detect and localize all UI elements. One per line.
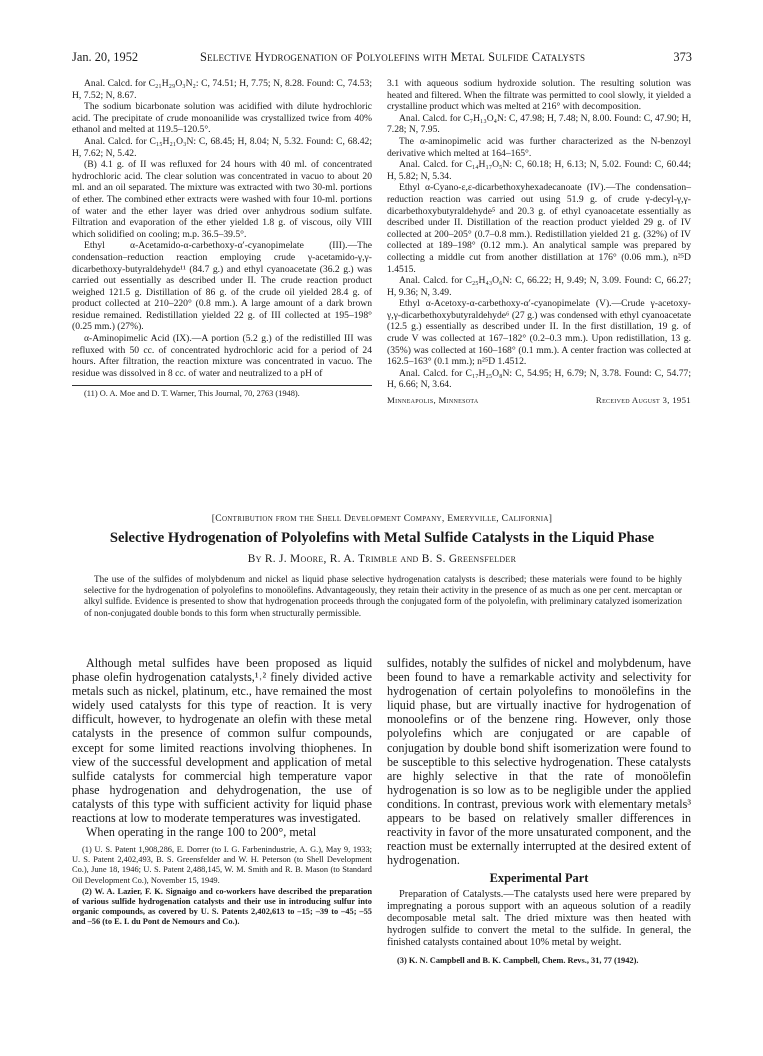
article-authors: By R. J. Moore, R. A. Trimble and B. S. Greensfelder [247, 553, 517, 565]
paragraph: The sodium bicarbonate solution was acidified with dilute hydrochloric acid. The precipitate of crude monoanilide was crystallized twice from 40% ethanol and melted at 119.5–120.5°. [72, 101, 372, 136]
paragraph: Preparation of Catalysts.—The catalysts used here were prepared by impregnating a porous support with an aqueous solution of a readily decomposable metal salt. The dried mixture was then heated with hydrogen sulfide to convert the metal to the sulfide. In general, the finished catalysts contained about 10% metal by weight. [387, 888, 691, 949]
contribution-line: [Contribution from the Shell Development Company, Emeryville, California] [211, 513, 553, 524]
paragraph: Ethyl α-Acetoxy-α-carbethoxy-α′-cyanopimelate (V).—Crude γ-acetoxy-γ,γ-dicarbethoxybutyraldehyde⁶ (27 g.) was condensed with ethyl cyanoacetate (12.5 g.) essentially as described under II. In the first distillation, 19 g. of crude V was collected at 167–182° (0.2–0.3 mm.). Upon redistillation, 13 g. (35%) was collected at 160–168° (0.1 mm.). A center fraction was collected at 162.5–163° (0.1 mm.); n²⁵D 1.4512. [387, 298, 691, 368]
paragraph: Anal. Calcd. for C₁₅H₂₁O₃N: C, 68.45; H, 8.04; N, 5.32. Found: C, 68.42; H, 7.62; N, 5.42. [72, 135, 372, 159]
prev-article-right-column [387, 78, 691, 407]
page-number: 373 [673, 50, 692, 64]
section-heading: Experimental Part [489, 871, 589, 886]
received-date: Received August 3, 1951 [595, 395, 691, 406]
footnote: (3) K. N. Campbell and B. K. Campbell, Chem. Revs., 31, 77 (1942). [397, 955, 639, 965]
signature-row [387, 395, 691, 407]
footnote: (11) O. A. Moe and D. T. Warner, This Journal, 70, 2763 (1948). [84, 389, 300, 399]
article-title: Selective Hydrogenation of Polyolefins with Metal Sulfide Catalysts in the Liquid Phase [109, 530, 655, 546]
running-head-title: Selective Hydrogenation of Polyolefins with Metal Sulfide Catalysts [200, 50, 586, 64]
footnotes [72, 845, 372, 927]
paragraph: Anal. Calcd. for C₁₄H₁₇O₅N: C, 60.18; H, 6.13; N, 5.02. Found: C, 60.44; H, 5.82; N, 5.34. [387, 159, 691, 182]
paragraph: Anal. Calcd. for C₇H₁₃O₄N: C, 47.98; H, 7.48; N, 8.00. Found: C, 47.90; H, 7.28; N, 7.95. [387, 112, 691, 136]
issue-date: Jan. 20, 1952 [72, 50, 139, 64]
paragraph: Although metal sulfides have been proposed as liquid phase olefin hydrogenation catalysts,¹˒² finely divided active metals such as nickel, platinum, etc., have remained the most widely used catalysts for this type of reaction. It is very difficult, however, to hydrogenate an olefin with these metal catalysts in the presence of common sulfur compounds, except for some limited reactions involving thiophenes. In view of the successful development and application of metal sulfide catalysts for commercial high temperature vapor phase hydrogenation and dehydrogenation, the use of catalysts of this type with sufficient activity for liquid phase reactions at low to moderate temperatures was investigated. [72, 656, 372, 826]
paragraph: Ethyl α-Acetamido-α-carbethoxy-α′-cyanopimelate (III).—The condensation–reduction reaction employing crude γ-acetamido-γ,γ-dicarbethoxy-butyraldehyde¹¹ (84.7 g.) and ethyl cyanoacetate (36.2 g.) was carried out essentially as described under II. The crude reaction product weighed 121.5 g. Distillation of 86 g. of the crude oil yielded 28.4 g. of product collected at 210–220° (0.8 mm.). A large amount of a dark brown residue remained. Redistillation yielded 22 g. of III collected at 195–198° (0.25 mm.) (27%). [72, 240, 372, 333]
paragraph: Ethyl α-Cyano-ε,ε-dicarbethoxyhexadecanoate (IV).—The condensation–reduction reaction was carried out using 51.9 g. of crude γ-decyl-γ,γ-dicarbethoxybutyraldehyde⁵ and 20.3 g. of ethyl cyanoacetate essentially as described under II. Distillation of the reaction product yielded 29 g. of IV collected at 200–205° (0.7–0.8 mm.). Redistillation yielded 21 g. (32%) of IV collected at 189–198° (0.12 mm.). An analytical sample was prepared by collecting a middle cut from another distillation at 176° (0.06 mm.), n²⁵D 1.4515. [387, 182, 691, 275]
paragraph: The α-aminopimelic acid was further characterized as the N-benzoyl derivative which melted at 164–165°. [387, 135, 691, 159]
footnote-divider [72, 385, 372, 386]
paragraph: α-Aminopimelic Acid (IX).—A portion (5.2 g.) of the redistilled III was refluxed with 50 cc. of concentrated hydrochloric acid for a period of 24 hours. After filtration, the reaction mixture was concentrated in vacuo. The residue was dissolved in 8 cc. of water and neutralized to a pH of [72, 333, 372, 379]
paragraph: When operating in the range 100 to 200°, metal [86, 825, 317, 840]
article-abstract: The use of the sulfides of molybdenum and nickel as liquid phase selective hydrogenation catalysts is described; these materials were found to be highly selective for the hydrogenation of polyolefins to monoölefins. Advantageously, they retain their activity in the presence of as much as one per cent. mercaptan or alkyl sulfide. Evidence is presented to show that hydrogenation proceeds through the conjugated form of the polyolefin, with preliminary catalyzed isomerization of non-conjugated double bonds to this form when structurally permissible. [84, 574, 682, 618]
paragraph: Anal. Calcd. for C₂₁H₂₉O₃N₂: C, 74.51; H, 7.75; N, 8.28. Found: C, 74.53; H, 7.52; N, 8.67. [72, 78, 372, 101]
prev-article-left-column [72, 78, 372, 399]
paragraph: Anal. Calcd. for C₂₅H₄₃O₆N: C, 66.22; H, 9.49; N, 3.09. Found: C, 66.27; H, 9.36; N, 3.49. [387, 275, 691, 298]
location: Minneapolis, Minnesota [387, 395, 479, 406]
paragraph: 3.1 with aqueous sodium hydroxide solution. The resulting solution was heated and filtered. When the filtrate was permitted to cool slowly, it yielded a crystalline product which was melted at 216° with decomposition. [387, 78, 691, 113]
footnote: (1) U. S. Patent 1,908,286, E. Dorrer (to I. G. Farbenindustrie, A. G.), May 9, 1933; U. S. Patent 2,402,493, B. S. Greensfelder and W. H. Peterson (to Shell Development Co.), June 18, 1946; U. S. Patent 2,488,145, W. M. Smith and R. B. Mason (to Standard Oil Development Co.), November 15, 1949. [72, 845, 372, 885]
footnotes [387, 956, 691, 966]
footnote: (2) W. A. Lazier, F. K. Signaigo and co-workers have described the preparation of various sulfide hydrogenation catalysts and their use in introducing sulfur into organic compounds, as covered by U. S. Patents 2,402,613 to –15; –39 to –45; –55 and –56 (to E. I. du Pont de Nemours and Co.). [72, 886, 372, 926]
paragraph: (B) 4.1 g. of II was refluxed for 24 hours with 40 ml. of concentrated hydrochloric acid. The clear solution was concentrated in vacuo to about 20 ml. and an oil separated. The mixture was extracted with two 30-ml. portions of ether. The combined ether extracts were washed with four 10-ml. portions of water and the ether layer was dried over anhydrous sodium sulfate. Filtration and evaporation of the ether yielded 1.8 g. of viscous, oily VIII which solidified on cooling; m.p. 36.5–39.5°. [72, 159, 372, 240]
paragraph: Anal. Calcd. for C₁₇H₂₅O₈N: C, 54.95; H, 6.79; N, 3.78. Found: C, 54.77; H, 6.66; N, 3.64. [387, 367, 691, 391]
running-header [72, 50, 692, 66]
article-right-column [387, 656, 691, 967]
paragraph: sulfides, notably the sulfides of nickel and molybdenum, have been found to have a remarkable activity and selectivity for hydrogenation of certain polyolefins to monoölefins in the liquid phase, but are virtually inactive for hydrogenation of monoolefins or of the benzene ring. However, only those polyolefins which are conjugated or are capable of conjugation by double bond shift isomerization were found to be susceptible to this selective hydrogenation. These catalysts are highly selective in that the rate of monoölefin hydrogenation is so low as to be negligible under the applied conditions. In contrast, previous work with elementary metals³ appears to be based on relatively smaller differences in reactivity in favor of the more unsaturated component, and the reaction must be externally interrupted at the desired extent of hydrogenation. [387, 656, 691, 868]
article-left-column [72, 656, 372, 928]
